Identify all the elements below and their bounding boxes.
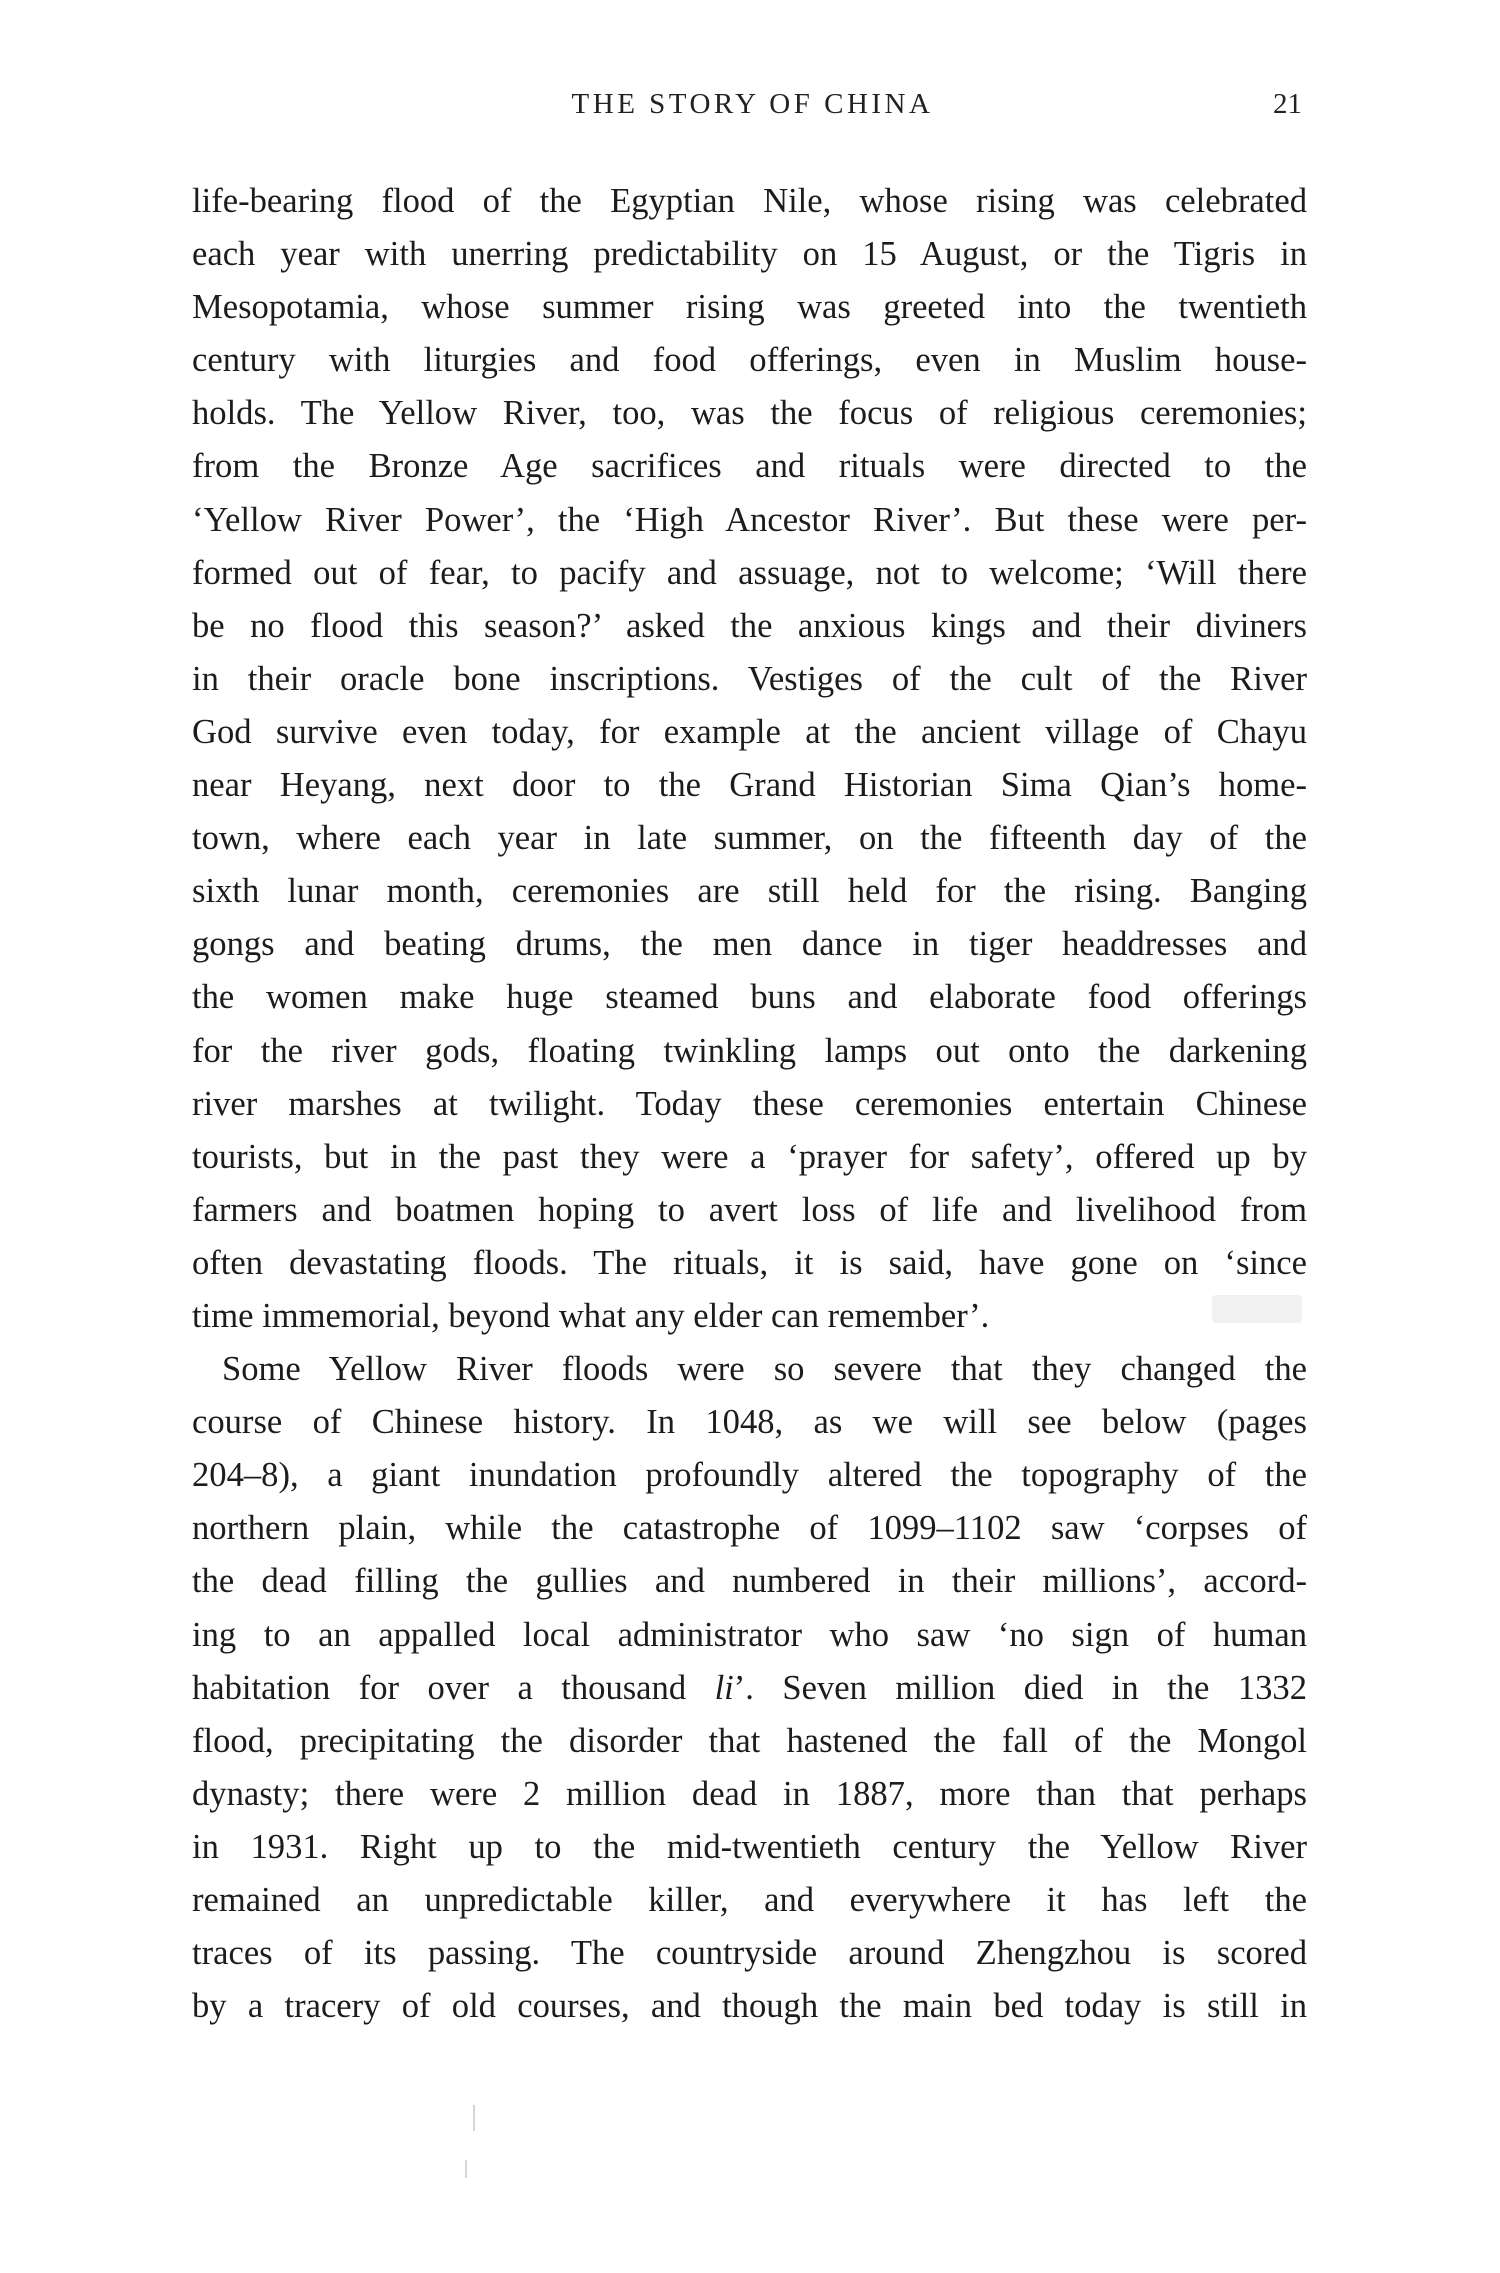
body-text bbox=[192, 175, 1307, 2033]
text-line: holds. The Yellow River, too, was the focus of religious ceremonies; bbox=[192, 394, 1307, 433]
text-line: be no flood this season?’ asked the anxious kings and their diviners bbox=[192, 606, 1307, 645]
text-line: God survive even today, for example at the ancient village of Chayu bbox=[192, 712, 1307, 751]
running-head bbox=[195, 88, 1310, 128]
text-line: by a tracery of old courses, and though the main bed today is still in bbox=[192, 1987, 1307, 2026]
running-title: THE STORY OF CHINA bbox=[571, 88, 934, 120]
text-line: ing to an appalled local administrator who saw ‘no sign of human bbox=[192, 1615, 1307, 1654]
text-line: formed out of fear, to pacify and assuage, not to welcome; ‘Will there bbox=[192, 553, 1307, 592]
text-line: near Heyang, next door to the Grand Historian Sima Qian’s home- bbox=[192, 766, 1307, 805]
text-line: the dead filling the gullies and numbered in their millions’, accord- bbox=[192, 1562, 1307, 1601]
text-line: farmers and boatmen hoping to avert loss of life and livelihood from bbox=[192, 1190, 1307, 1229]
text-line: course of Chinese history. In 1048, as we will see below (pages bbox=[192, 1403, 1307, 1442]
text-line: traces of its passing. The countryside around Zhengzhou is scored bbox=[192, 1934, 1307, 1973]
text-line: each year with unerring predictability on 15 August, or the Tigris in bbox=[192, 235, 1307, 274]
text-line: from the Bronze Age sacrifices and rituals were directed to the bbox=[192, 447, 1307, 486]
page-number: 21 bbox=[1273, 88, 1302, 120]
text-line: century with liturgies and food offerings, even in Muslim house- bbox=[192, 341, 1307, 380]
text-line: river marshes at twilight. Today these ceremonies entertain Chinese bbox=[192, 1084, 1307, 1123]
scan-smudge bbox=[1212, 1295, 1302, 1323]
text-line: tourists, but in the past they were a ‘prayer for safety’, offered up by bbox=[192, 1137, 1307, 1176]
text-line: in 1931. Right up to the mid-twentieth century the Yellow River bbox=[192, 1827, 1307, 1866]
text-line: Mesopotamia, whose summer rising was greeted into the twentieth bbox=[192, 288, 1307, 327]
text-line: the women make huge steamed buns and elaborate food offerings bbox=[192, 978, 1307, 1017]
text-line: town, where each year in late summer, on the fifteenth day of the bbox=[192, 819, 1307, 858]
scan-mark bbox=[473, 2105, 475, 2131]
text-line: northern plain, while the catastrophe of 1099–1102 saw ‘corpses of bbox=[192, 1509, 1307, 1548]
text-line: often devastating floods. The rituals, it is said, have gone on ‘since bbox=[192, 1243, 1307, 1282]
text-line: ‘Yellow River Power’, the ‘High Ancestor River’. But these were per- bbox=[192, 500, 1307, 539]
text-line: in their oracle bone inscriptions. Vestiges of the cult of the River bbox=[192, 659, 1307, 698]
text-line: habitation for over a thousand li’. Seven million died in the 1332 bbox=[192, 1668, 1307, 1707]
text-line: dynasty; there were 2 million dead in 1887, more than that perhaps bbox=[192, 1774, 1307, 1813]
text-line: for the river gods, floating twinkling lamps out onto the darkening bbox=[192, 1031, 1307, 1070]
text-line-paragraph-end: time immemorial, beyond what any elder can remember’. bbox=[192, 1296, 990, 1335]
text-line: life-bearing flood of the Egyptian Nile, whose rising was celebrated bbox=[192, 182, 1307, 220]
text-line: remained an unpredictable killer, and everywhere it has left the bbox=[192, 1881, 1307, 1919]
text-line: flood, precipitating the disorder that hastened the fall of the Mongol bbox=[192, 1721, 1307, 1760]
text-line: gongs and beating drums, the men dance in tiger headdresses and bbox=[192, 925, 1307, 964]
text-line-paragraph-start: Some Yellow River floods were so severe that they changed the bbox=[222, 1350, 1307, 1389]
italic-term: li bbox=[714, 1668, 734, 1707]
text-line: sixth lunar month, ceremonies are still held for the rising. Banging bbox=[192, 872, 1307, 911]
scan-mark bbox=[465, 2160, 467, 2178]
text-line: 204–8), a giant inundation profoundly altered the topography of the bbox=[192, 1456, 1307, 1495]
